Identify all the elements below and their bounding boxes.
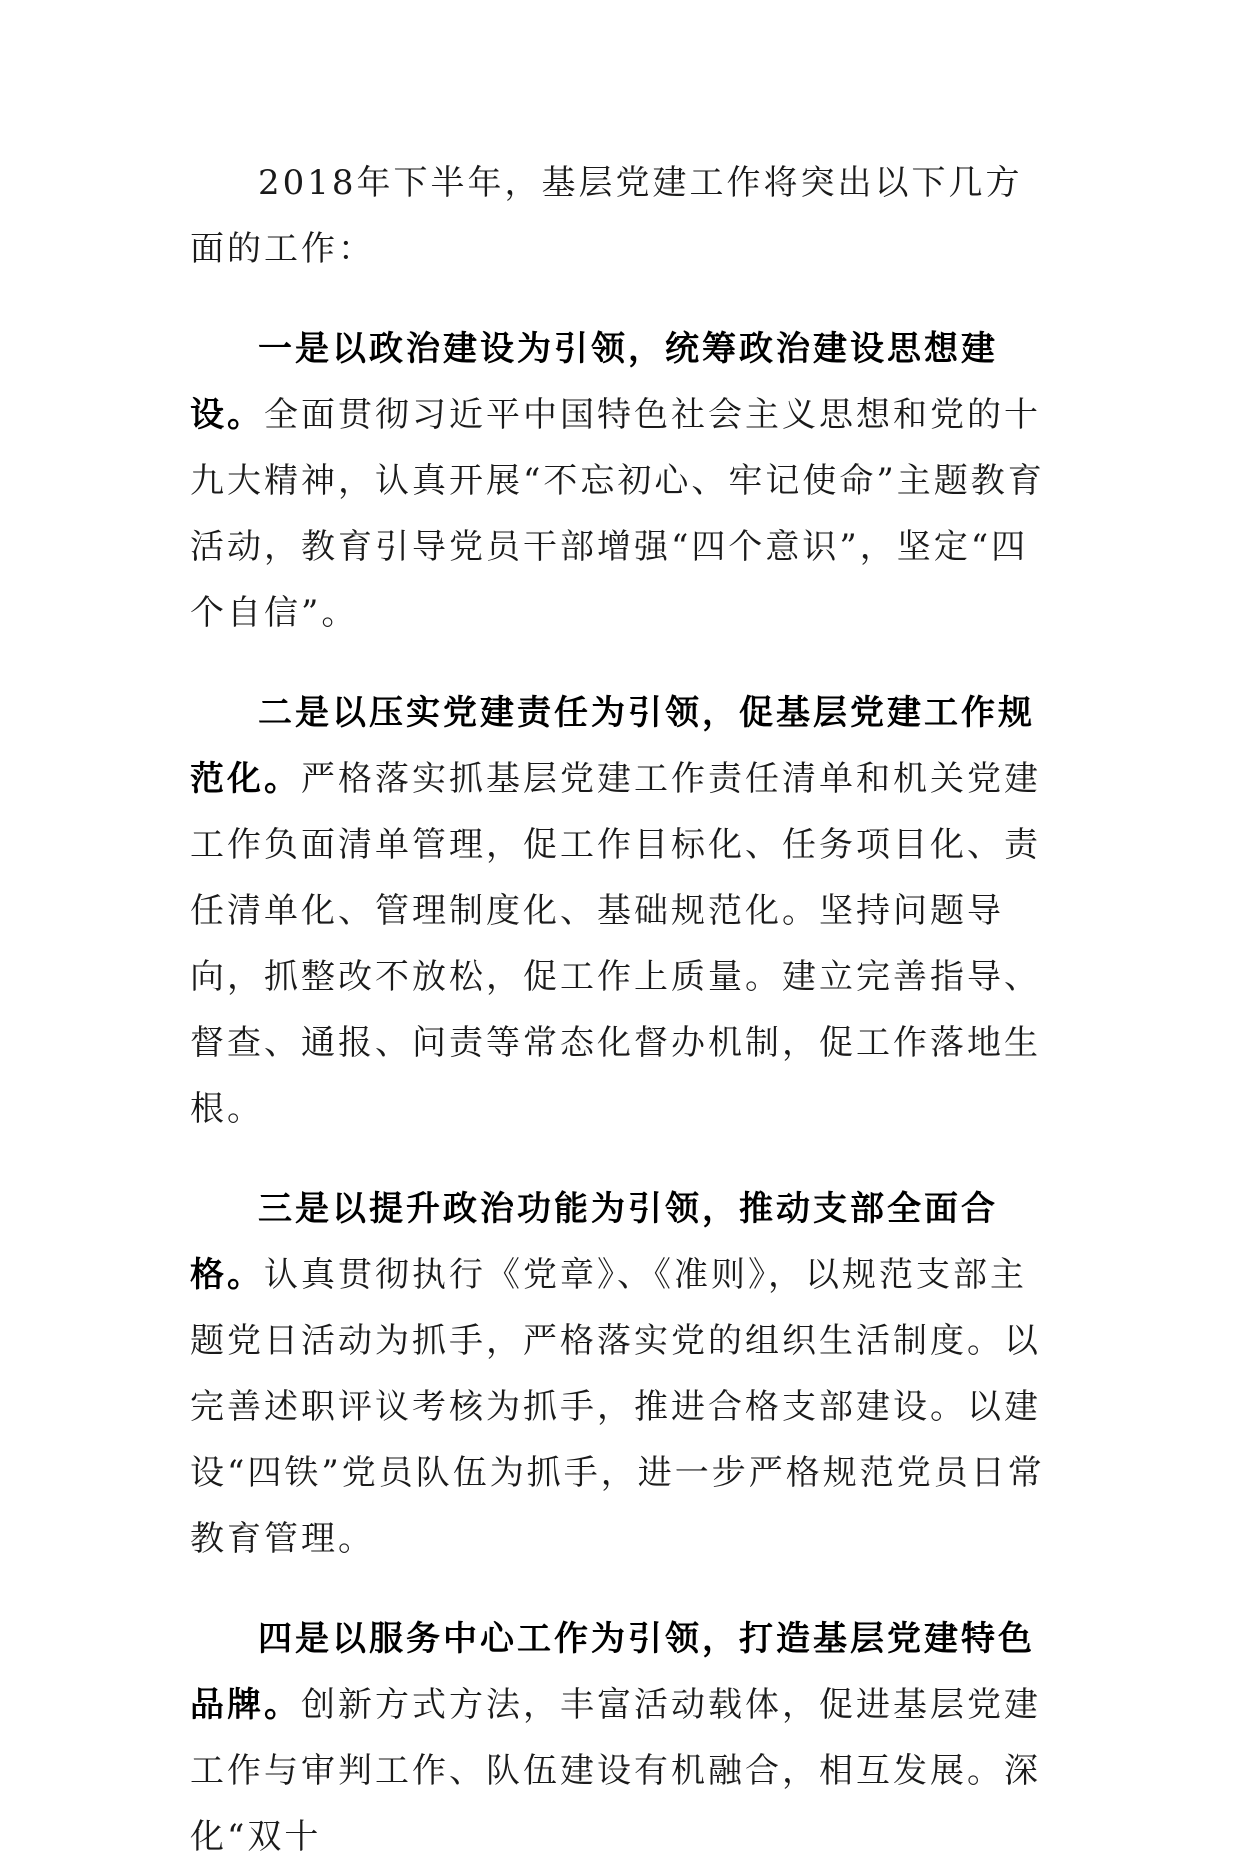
paragraph-point-4-text: 创新方式方法，丰富活动载体，促进基层党建工作与审判工作、队伍建设有机融合，相互发展。深化“双十: [190, 1685, 1041, 1857]
paragraph-point-4: [190, 1606, 1050, 1870]
paragraph-point-3-heading: 三是以提升政治功能为引领，推动支部全面合格。: [190, 1189, 998, 1295]
paragraph-point-1: [190, 316, 1050, 646]
paragraph-point-1-text: 全面贯彻习近平中国特色社会主义思想和党的十九大精神，认真开展“不忘初心、牢记使命”主题教育活动，教育引导党员干部增强“四个意识”，坚定“四个自信”。: [190, 395, 1045, 633]
paragraph-intro-text: 2018年下半年，基层党建工作将突出以下几方面的工作：: [190, 163, 1023, 269]
paragraph-point-1-heading: 一是以政治建设为引领，统筹政治建设思想建设。: [190, 329, 998, 435]
paragraph-point-2-heading: 二是以压实党建责任为引领，促基层党建工作规范化。: [190, 693, 1035, 799]
paragraph-point-2: [190, 680, 1050, 1142]
paragraph-point-4-heading: 四是以服务中心工作为引领，打造基层党建特色品牌。: [190, 1619, 1035, 1725]
paragraph-point-2-text: 严格落实抓基层党建工作责任清单和机关党建工作负面清单管理，促工作目标化、任务项目化、责任清单化、管理制度化、基础规范化。坚持问题导向，抓整改不放松，促工作上质量。建立完善指导、督查、通报、问责等常态化督办机制，促工作落地生根。: [190, 759, 1041, 1129]
document-body: [190, 150, 1050, 1870]
paragraph-point-3-text: 认真贯彻执行《党章》、《准则》，以规范支部主题党日活动为抓手，严格落实党的组织生活制度。以完善述职评议考核为抓手，推进合格支部建设。以建设“四铁”党员队伍为抓手，进一步严格规范党员日常教育管理。: [190, 1255, 1045, 1559]
paragraph-intro: [190, 150, 1050, 282]
paragraph-point-3: [190, 1176, 1050, 1572]
